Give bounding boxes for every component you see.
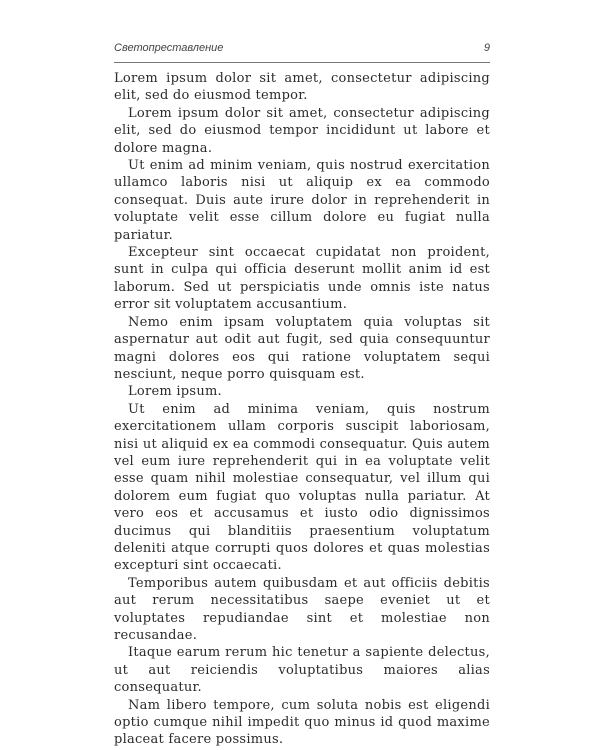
running-head [114, 42, 490, 62]
page-number: 9 [483, 42, 490, 54]
paragraph: Lorem ipsum dolor sit amet, consectetur adipiscing elit, sed do eiusmod tempor incididunt ut labore et dolore magna. [114, 105, 490, 156]
paragraph: Lorem ipsum dolor sit amet, consectetur adipiscing elit, sed do eiusmod tempor. [114, 71, 490, 104]
paragraph: Ut enim ad minima veniam, quis nostrum exercitationem ullam corporis suscipit laboriosam, nisi ut aliquid ex ea commodi consequatur. Quis autem vel eum iure reprehenderit qui in ea voluptate velit esse quam nihil molestiae consequatur, vel illum qui dolorem eum fugiat quo voluptas nulla pariatur. At vero eos et accusamus et iusto odio dignissimos ducimus qui blanditiis praesentium voluptatum deleniti atque corrupti quos dolores et quas molestias excepturi sint occaecati. [114, 401, 490, 574]
paragraph: Temporibus autem quibusdam et aut officiis debitis aut rerum necessitatibus saepe eveniet ut et voluptates repudiandae sint et molestiae non recusandae. [114, 575, 490, 643]
paragraph: Nam libero tempore, cum soluta nobis est eligendi optio cumque nihil impedit quo minus id quod maxime placeat facere possimus. [114, 697, 490, 748]
paragraph: Nemo enim ipsam voluptatem quia voluptas sit aspernatur aut odit aut fugit, sed quia consequuntur magni dolores eos qui ratione voluptatem sequi nesciunt, neque porro quisquam est. [114, 314, 490, 382]
paragraph: Itaque earum rerum hic tenetur a sapiente delectus, ut aut reiciendis voluptatibus maiores alias consequatur. [114, 645, 490, 696]
header-rule [114, 62, 490, 63]
paragraph: Lorem ipsum. [128, 384, 222, 400]
running-head-title: Светопреставление [114, 42, 224, 54]
paragraph: Ut enim ad minim veniam, quis nostrud exercitation ullamco laboris nisi ut aliquip ex ea commodo consequat. Duis aute irure dolor in reprehenderit in voluptate velit esse cillum dolore eu fugiat nulla pariatur. [114, 158, 490, 243]
body-text [114, 70, 490, 748]
paragraph: Excepteur sint occaecat cupidatat non proident, sunt in culpa qui officia deserunt mollit anim id est laborum. Sed ut perspiciatis unde omnis iste natus error sit voluptatem accusantium. [114, 245, 490, 313]
